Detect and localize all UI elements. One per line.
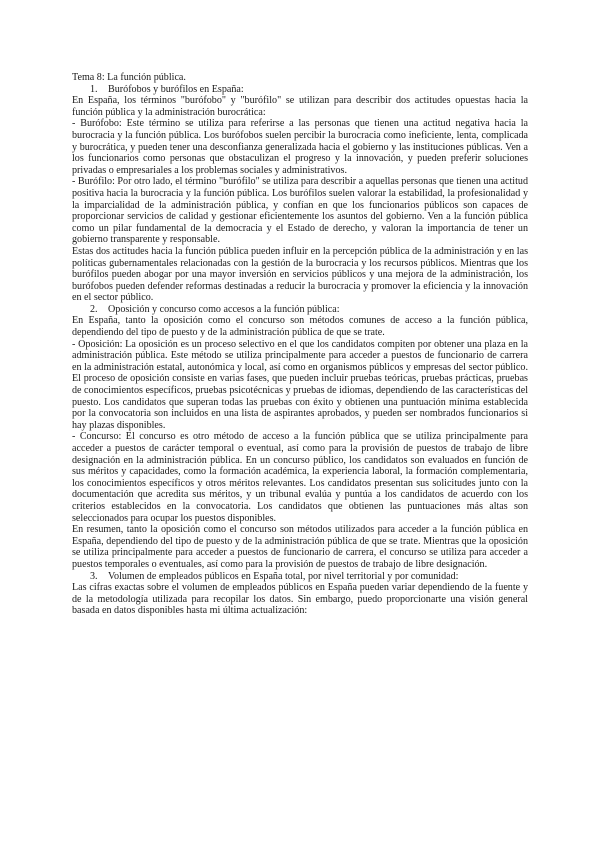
section-heading: [72, 84, 528, 96]
paragraph: En España, los términos "burófobo" y "burófilo" se utilizan para describir dos actitudes opuestas hacia la función pública y la administración burocrática:: [72, 95, 528, 118]
paragraph: - Oposición: La oposición es un proceso selectivo en el que los candidatos compiten por obtener una plaza en la administración pública. Este método se utiliza principalmente para acceder a puestos de funcionario de carrera en la administración estatal, autonómica y local, así como en organismos públicos y empresas del sector público. El proceso de oposición consiste en varias fases, que pueden incluir pruebas teóricas, pruebas prácticas, pruebas de conocimientos específicos, pruebas psicotécnicas y pruebas de idiomas, dependiendo de las características del puesto. Los candidatos que superan todas las pruebas con éxito y obtienen una puntuación mínima establecida por la convocatoria son incluidos en una lista de aspirantes aprobados, y pueden ser nombrados funcionarios si hay plazas disponibles.: [72, 338, 529, 431]
paragraph: - Burófobo: Este término se utiliza para referirse a las personas que tienen una actitud negativa hacia la burocracia y la función pública. Los burófobos suelen percibir la burocracia como ineficiente, lenta, complicada y burocrática, y pueden tener una desconfianza generalizada hacia el gobierno y las instituciones públicas. Ven a los funcionarios como personas que obstaculizan el progreso y la innovación, y pueden preferir soluciones privadas o empresariales a los problemas sociales y administrativos.: [72, 118, 528, 176]
paragraph: - Concurso: El concurso es otro método de acceso a la función pública que se utiliza principalmente para acceder a puestos de carácter temporal o eventual, así como para la provisión de puestos de trabajo de libre designación en la administración pública. En un concurso público, los candidatos son evaluados en función de sus méritos y capacidades, como la formación académica, la experiencia laboral, la formación complementaria, los conocimientos específicos y otros méritos relevantes. Los candidatos presentan sus solicitudes junto con la documentación que acredita sus méritos, y un tribunal evalúa y puntúa a los candidatos de acuerdo con los criterios establecidos en la convocatoria. Los candidatos que obtienen las puntuaciones más altas son seleccionados para ocupar los puestos disponibles.: [72, 431, 528, 524]
paragraph: En España, tanto la oposición como el concurso son métodos comunes de acceso a la función pública, dependiendo del tipo de puesto y de la administración pública de que se trate.: [72, 315, 528, 339]
paragraph: En resumen, tanto la oposición como el concurso son métodos utilizados para acceder a la función pública en España, dependiendo del tipo de puesto y de la administración pública de que se trate. Mientras que la oposición se utiliza principalmente para acceder a puestos de funcionario de carrera, el concurso se utiliza para acceder a puestos temporales o eventuales, así como para la provisión de puestos de trabajo de libre designación.: [72, 524, 528, 570]
section-number: 1.: [90, 83, 98, 95]
section-heading: [72, 571, 528, 583]
section-heading-text: Volumen de empleados públicos en España total, por nivel territorial y por comunidad:: [108, 570, 459, 582]
section-number: 3.: [90, 570, 98, 582]
section-number: 2.: [90, 303, 98, 315]
section-heading-text: Oposición y concurso como accesos a la función pública:: [108, 303, 340, 315]
paragraph: Estas dos actitudes hacia la función pública pueden influir en la percepción pública de la administración y en las políticas gubernamentales relacionadas con la gestión de la burocracia y los recursos públicos. Mientras que los burófilos pueden abogar por una mayor inversión en servicios públicos y una mejora de la administración, los burófobos pueden defender reformas destinadas a reducir la burocracia y promover la eficiencia y la innovación en el sector público.: [72, 245, 528, 304]
document-body: [72, 72, 528, 617]
section-heading: [72, 304, 528, 316]
paragraph: Las cifras exactas sobre el volumen de empleados públicos en España pueden variar dependiendo de la fuente y de la metodología utilizada para recopilar los datos. Sin embargo, puedo proporcionarte una visión general basada en datos disponibles hasta mi última actualización:: [72, 582, 528, 617]
document-title: Tema 8: La función pública.: [72, 72, 186, 83]
section-heading-text: Burófobos y burófilos en España:: [108, 83, 244, 95]
paragraph: - Burófilo: Por otro lado, el término "burófilo" se utiliza para describir a aquellas personas que tienen una actitud positiva hacia la burocracia y la función pública. Los burófilos suelen valorar la estabilidad, la profesionalidad y la imparcialidad de la administración pública, y confían en que los funcionarios públicos son capaces de proporcionar servicios de calidad y gestionar eficientemente los asuntos del gobierno. Ven a la función pública como un pilar fundamental de la democracia y el Estado de derecho, y valoran la importancia de tener un gobierno transparente y responsable.: [72, 176, 528, 246]
